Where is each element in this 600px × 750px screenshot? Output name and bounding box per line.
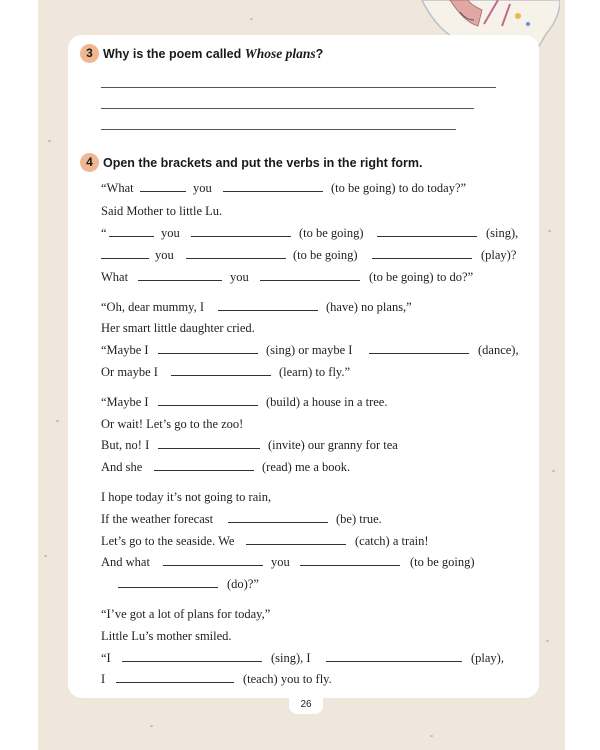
blank-field[interactable]: [377, 236, 477, 237]
poem-text: you: [161, 226, 180, 240]
poem-text: (teach) you to fly.: [243, 672, 332, 686]
poem-text: you: [271, 555, 290, 569]
answer-line[interactable]: [101, 108, 474, 109]
paper-speck: [546, 640, 549, 642]
blank-field[interactable]: [138, 280, 222, 281]
poem-text: (build) a house in a tree.: [266, 395, 388, 409]
blank-field[interactable]: [218, 310, 318, 311]
paper-speck: [56, 420, 59, 422]
poem-text: (read) me a book.: [262, 460, 351, 474]
poem-text: you: [230, 270, 249, 284]
paper-speck: [250, 18, 253, 20]
poem-text: “Maybe I: [101, 395, 149, 409]
poem-text: (to be going): [299, 226, 364, 240]
poem-text: (do)?”: [227, 577, 259, 591]
paper-speck: [552, 470, 555, 472]
paper-speck: [44, 555, 47, 557]
poem-text: And what: [101, 555, 150, 569]
poem-text: Let’s go to the seaside. We: [101, 534, 235, 548]
poem-text: (learn) to fly.”: [279, 365, 351, 379]
poem-text: (invite) our granny for tea: [268, 438, 398, 452]
blank-field[interactable]: [186, 258, 286, 259]
blank-field[interactable]: [116, 682, 234, 683]
poem-text: What: [101, 270, 129, 284]
poem-text: Her smart little daughter cried.: [101, 321, 255, 335]
poem-text: Or wait! Let’s go to the zoo!: [101, 417, 244, 431]
answer-line[interactable]: [101, 87, 496, 88]
poem-text: (catch) a train!: [355, 534, 429, 548]
exercise-3-number-badge: 3: [80, 44, 99, 63]
poem-text: I: [101, 672, 106, 686]
blank-field[interactable]: [246, 544, 346, 545]
blank-field[interactable]: [101, 258, 149, 259]
blank-field[interactable]: [154, 470, 254, 471]
poem-text: And she: [101, 460, 143, 474]
poem-text: (sing),: [486, 226, 519, 240]
poem-text: (play),: [471, 651, 504, 665]
poem-text: (dance),: [478, 343, 519, 357]
blank-field[interactable]: [223, 191, 323, 192]
poem-text: “Oh, dear mummy, I: [101, 300, 204, 314]
poem-text: Or maybe I: [101, 365, 158, 379]
exercise-4-instruction: Open the brackets and put the verbs in the right form.: [103, 156, 423, 170]
blank-field[interactable]: [122, 661, 262, 662]
blank-field[interactable]: [158, 448, 260, 449]
blank-field[interactable]: [228, 522, 328, 523]
poem-text: (play)?: [481, 248, 517, 262]
poem-text: “Maybe I: [101, 343, 149, 357]
blank-field[interactable]: [372, 258, 472, 259]
blank-field[interactable]: [260, 280, 360, 281]
poem-text: If the weather forecast: [101, 512, 214, 526]
blank-field[interactable]: [163, 565, 263, 566]
poem-text: Little Lu’s mother smiled.: [101, 629, 232, 643]
paper-speck: [150, 725, 153, 727]
page-number: 26: [289, 697, 323, 714]
blank-field[interactable]: [369, 353, 469, 354]
poem-text: (to be going) to do today?”: [331, 181, 467, 195]
paper-speck: [430, 735, 433, 737]
poem-text: you: [155, 248, 174, 262]
poem-text: (sing) or maybe I: [266, 343, 353, 357]
poem-text: “I: [101, 651, 111, 665]
poem-text: (to be going) to do?”: [369, 270, 474, 284]
poem-text: (be) true.: [336, 512, 382, 526]
exercise-3-question: Why is the poem called Whose plans?: [103, 46, 324, 61]
poem-text: (to be going): [293, 248, 358, 262]
blank-field[interactable]: [118, 587, 218, 588]
blank-field[interactable]: [158, 353, 258, 354]
blank-field[interactable]: [158, 405, 258, 406]
blank-field[interactable]: [326, 661, 462, 662]
paper-speck: [548, 230, 551, 232]
blank-field[interactable]: [191, 236, 291, 237]
blank-field[interactable]: [300, 565, 400, 566]
blank-field[interactable]: [140, 191, 186, 192]
paper-speck: [48, 140, 51, 142]
blank-field[interactable]: [171, 375, 271, 376]
poem-text: (to be going): [410, 555, 475, 569]
poem-text: (sing), I: [271, 651, 311, 665]
poem-text: I hope today it’s not going to rain,: [101, 490, 272, 504]
exercise-4-number-badge: 4: [80, 153, 99, 172]
poem-text: But, no! I: [101, 438, 150, 452]
answer-line[interactable]: [101, 129, 456, 130]
poem-text: you: [193, 181, 212, 195]
poem-text: “: [101, 226, 107, 240]
blank-field[interactable]: [109, 236, 154, 237]
poem-text: “I’ve got a lot of plans for today,”: [101, 607, 271, 621]
poem-text: (have) no plans,”: [326, 300, 412, 314]
poem-text: “What: [101, 181, 134, 195]
poem-text: Said Mother to little Lu.: [101, 204, 223, 218]
